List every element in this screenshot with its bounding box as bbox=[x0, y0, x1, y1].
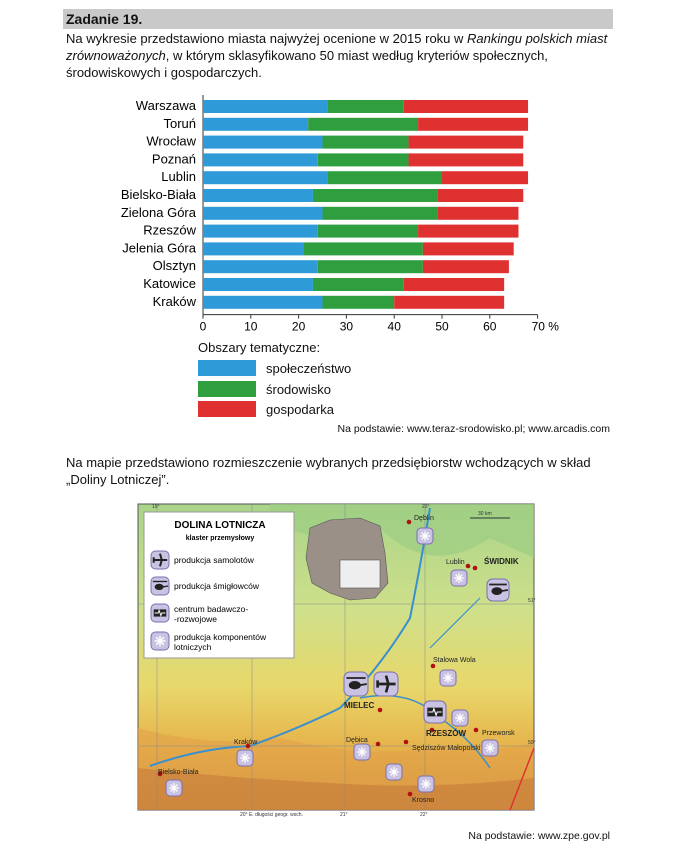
bar-segment bbox=[203, 118, 308, 131]
grid-label: 21° bbox=[340, 812, 348, 818]
category-label: Poznań bbox=[151, 151, 196, 167]
city-dot bbox=[404, 740, 409, 745]
component-icon bbox=[482, 740, 498, 756]
city-label: Przeworsk bbox=[482, 730, 515, 737]
city-label: ŚWIDNIK bbox=[484, 557, 519, 566]
map-legend-label: lotniczych bbox=[174, 642, 212, 652]
city-label: Stalowa Wola bbox=[433, 657, 476, 664]
city-dot bbox=[466, 564, 471, 569]
city-dot bbox=[376, 742, 381, 747]
grid-label: 22° bbox=[420, 812, 428, 818]
map-legend-label: produkcja śmigłowców bbox=[174, 581, 260, 591]
bar-segment bbox=[437, 207, 518, 220]
map-legend-subtitle: klaster przemysłowy bbox=[185, 535, 255, 542]
x-tick-label: 30 bbox=[339, 319, 354, 334]
grid-label: 51° bbox=[528, 598, 536, 604]
x-tick-label: 40 bbox=[387, 319, 401, 334]
bar-segment bbox=[313, 278, 404, 291]
bar-segment bbox=[404, 278, 504, 291]
city-dot bbox=[407, 520, 412, 525]
bar-segment bbox=[203, 278, 313, 291]
bar-segment bbox=[203, 225, 318, 238]
city-dot bbox=[474, 728, 479, 733]
bar-segment bbox=[409, 136, 524, 149]
category-label: Lublin bbox=[161, 169, 196, 185]
plane-icon bbox=[151, 551, 169, 569]
grid-label: 20° E. długości geogr. wsch. bbox=[240, 812, 303, 818]
bar-segment bbox=[318, 153, 409, 166]
bar-segment bbox=[303, 242, 423, 255]
helicopter-icon bbox=[344, 672, 368, 696]
component-icon bbox=[440, 670, 456, 686]
bar-segment bbox=[437, 189, 523, 202]
component-icon bbox=[166, 780, 182, 796]
category-label: Bielsko-Biała bbox=[120, 187, 196, 202]
city-label: Dębica bbox=[346, 737, 368, 744]
city-label: Krosno bbox=[412, 797, 435, 804]
legend-item-environment: środowisko bbox=[198, 381, 331, 397]
bar-segment bbox=[323, 136, 409, 149]
bar-segment bbox=[203, 136, 323, 149]
bar-segment bbox=[327, 100, 403, 113]
bar-segment bbox=[318, 225, 418, 238]
component-icon bbox=[418, 776, 434, 792]
bar-segment bbox=[418, 118, 528, 131]
bar-segment bbox=[323, 296, 395, 309]
map-legend-label: produkcja samolotów bbox=[174, 555, 254, 565]
bar-segment bbox=[203, 153, 318, 166]
category-label: Katowice bbox=[143, 276, 196, 291]
bar-segment bbox=[423, 260, 509, 273]
component-icon bbox=[386, 764, 402, 780]
component-icon bbox=[451, 570, 467, 586]
map-legend-label: -rozwojowe bbox=[174, 614, 217, 624]
scale-label: 30 km bbox=[478, 511, 492, 517]
map-intro: Na mapie przedstawiono rozmieszczenie wybranych przedsiębiorstw wchodzących w skład „Doliny Lotniczej”. bbox=[66, 455, 591, 487]
x-tick-label: 0 bbox=[199, 319, 207, 334]
bar-segment bbox=[423, 242, 514, 255]
bar-segment bbox=[203, 242, 303, 255]
bar-segment bbox=[203, 100, 327, 113]
category-label: Jelenia Góra bbox=[122, 240, 196, 256]
city-label: MIELEC bbox=[344, 701, 375, 710]
rnd-icon bbox=[424, 701, 446, 723]
bar-segment bbox=[308, 118, 418, 131]
map-source: Na podstawie: www.zpe.gov.pl bbox=[468, 830, 610, 842]
bar-segment bbox=[313, 189, 437, 202]
bar-segment bbox=[203, 207, 323, 220]
city-dot bbox=[473, 566, 478, 571]
component-icon bbox=[237, 750, 253, 766]
rnd-icon bbox=[151, 604, 169, 622]
helicopter-icon bbox=[487, 579, 509, 601]
category-label: Olsztyn bbox=[152, 258, 196, 274]
bar-segment bbox=[327, 171, 442, 184]
legend-item-society: społeczeństwo bbox=[198, 360, 351, 376]
legend-title: Obszary tematyczne: bbox=[198, 340, 321, 355]
grid-label: 22° bbox=[422, 504, 430, 510]
city-label: Lublin bbox=[446, 559, 465, 566]
category-label: Kraków bbox=[152, 293, 196, 309]
bar-segment bbox=[418, 225, 518, 238]
aviation-valley-map bbox=[130, 498, 540, 818]
bar-segment bbox=[404, 100, 528, 113]
component-icon bbox=[452, 710, 468, 726]
category-label: Rzeszów bbox=[143, 222, 196, 238]
map-legend-label: produkcja komponentów bbox=[174, 632, 267, 642]
bar-segment bbox=[409, 153, 524, 166]
city-label: Dęblin bbox=[414, 515, 434, 522]
city-dot bbox=[408, 792, 413, 797]
component-icon bbox=[151, 632, 169, 650]
component-icon bbox=[354, 744, 370, 760]
bar-segment bbox=[394, 296, 504, 309]
bar-segment bbox=[203, 171, 327, 184]
legend-item-economy: gospodarka bbox=[198, 401, 334, 417]
city-label: Kraków bbox=[234, 739, 258, 746]
bar-segment bbox=[323, 207, 438, 220]
grid-label: 50° bbox=[528, 740, 536, 746]
x-tick-label: 50 bbox=[435, 319, 449, 334]
category-label: Toruń bbox=[163, 115, 196, 131]
city-label: Bielsko-Biała bbox=[158, 769, 199, 776]
bar-segment bbox=[203, 260, 318, 273]
category-label: Wrocław bbox=[146, 133, 196, 149]
category-label: Zielona Góra bbox=[120, 204, 196, 220]
bar-segment bbox=[318, 260, 423, 273]
bar-segment bbox=[442, 171, 528, 184]
city-label: Sędziszów Małopolski bbox=[412, 745, 481, 752]
chart-source: Na podstawie: www.teraz-srodowisko.pl; www.arcadis.com bbox=[337, 423, 610, 435]
x-tick-label: 60 bbox=[483, 319, 497, 334]
category-label: Warszawa bbox=[135, 98, 196, 113]
bar-segment bbox=[203, 296, 323, 309]
city-dot bbox=[378, 708, 383, 713]
city-dot bbox=[431, 664, 436, 669]
bar-segment bbox=[203, 189, 313, 202]
x-tick-label: 10 bbox=[244, 319, 258, 334]
x-tick-label: 70 % bbox=[531, 319, 559, 334]
helicopter-icon bbox=[151, 577, 169, 595]
grid-label: 19° bbox=[152, 504, 160, 510]
x-tick-label: 20 bbox=[291, 319, 306, 334]
city-label: RZESZÓW bbox=[426, 729, 466, 738]
task-intro: Na wykresie przedstawiono miasta najwyżej ocenione w 2015 roku w Rankingu polskich miast zrównoważonych, w którym sklasyfikowano 50 miast według kryteriów społecznych, środowiskowych i gospodarczych. bbox=[66, 31, 608, 80]
component-icon bbox=[417, 528, 433, 544]
map-legend-title: DOLINA LOTNICZA bbox=[174, 520, 266, 531]
map-legend-label: centrum badawczo- bbox=[174, 604, 249, 614]
plane-icon bbox=[374, 672, 398, 696]
task-header: Zadanie 19. bbox=[63, 9, 613, 29]
